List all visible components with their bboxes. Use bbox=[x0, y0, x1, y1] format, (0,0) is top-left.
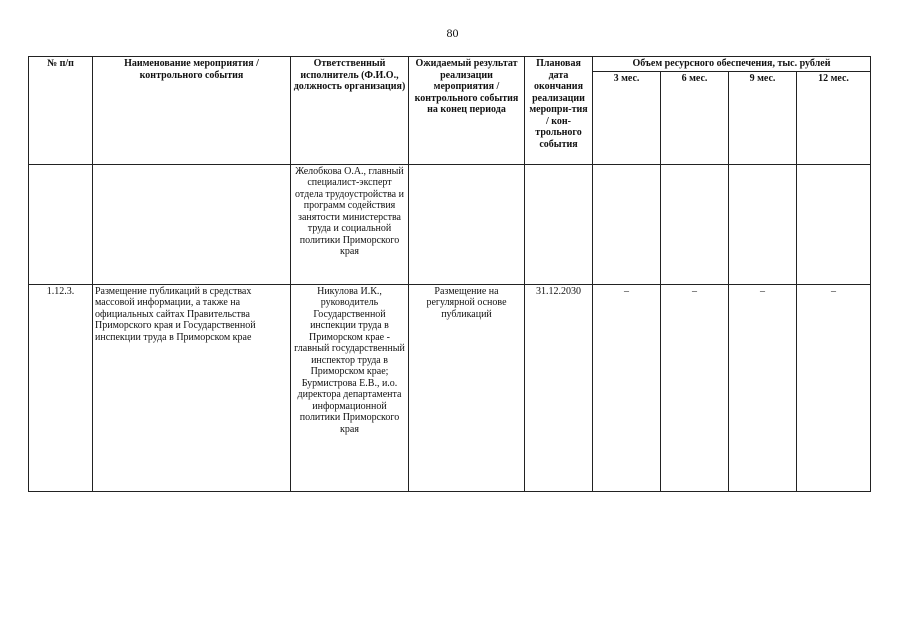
header-result: Ожидаемый результат реализации мероприятия / контрольного события на конец периода bbox=[409, 57, 525, 165]
row-event-name: Размещение публикаций в средствах массовой информации, а также на официальных сайтах Правительства Приморского края и Государственной инспекции труда в Приморском крае bbox=[93, 284, 291, 491]
header-6-months: 6 мес. bbox=[661, 71, 729, 164]
row-resources-6-months bbox=[661, 164, 729, 284]
header-name: Наименование мероприятия / контрольного события bbox=[93, 57, 291, 165]
header-3-months: 3 мес. bbox=[593, 71, 661, 164]
row-resources-6-months: – bbox=[661, 284, 729, 491]
row-expected-result bbox=[409, 164, 525, 284]
row-responsible: Желобкова О.А., главный специалист-эксперт отдела трудоустройства и программ содействия занятости министерства труда и социальной политики Приморского края bbox=[291, 164, 409, 284]
header-resources: Объем ресурсного обеспечения, тыс. рублей bbox=[593, 57, 871, 72]
row-number bbox=[29, 164, 93, 284]
row-planned-date bbox=[525, 164, 593, 284]
page-number: 80 bbox=[446, 26, 459, 40]
plan-table bbox=[28, 56, 871, 492]
row-resources-9-months: – bbox=[729, 284, 797, 491]
row-resources-3-months bbox=[593, 164, 661, 284]
row-responsible: Никулова И.К., руководитель Государственной инспекции труда в Приморском крае - главный государственный инспектор труда в Приморском крае; Бурмистрова Е.В., и.о. директора департамента информационной политики Приморского края bbox=[291, 284, 409, 491]
header-date: Плановая дата окончания реализации меропри-тия / кон-трольного события bbox=[525, 57, 593, 165]
header-num: № п/п bbox=[29, 57, 93, 165]
row-resources-3-months: – bbox=[593, 284, 661, 491]
table-row bbox=[29, 164, 871, 284]
header-responsible: Ответственный исполнитель (Ф.И.О., должность организация) bbox=[291, 57, 409, 165]
row-event-name bbox=[93, 164, 291, 284]
row-resources-12-months: – bbox=[797, 284, 871, 491]
row-planned-date: 31.12.2030 bbox=[525, 284, 593, 491]
header-12-months: 12 мес. bbox=[797, 71, 871, 164]
row-resources-9-months bbox=[729, 164, 797, 284]
row-expected-result: Размещение на регулярной основе публикаций bbox=[409, 284, 525, 491]
header-9-months: 9 мес. bbox=[729, 71, 797, 164]
row-resources-12-months bbox=[797, 164, 871, 284]
row-number: 1.12.3. bbox=[29, 284, 93, 491]
table-row bbox=[29, 284, 871, 491]
